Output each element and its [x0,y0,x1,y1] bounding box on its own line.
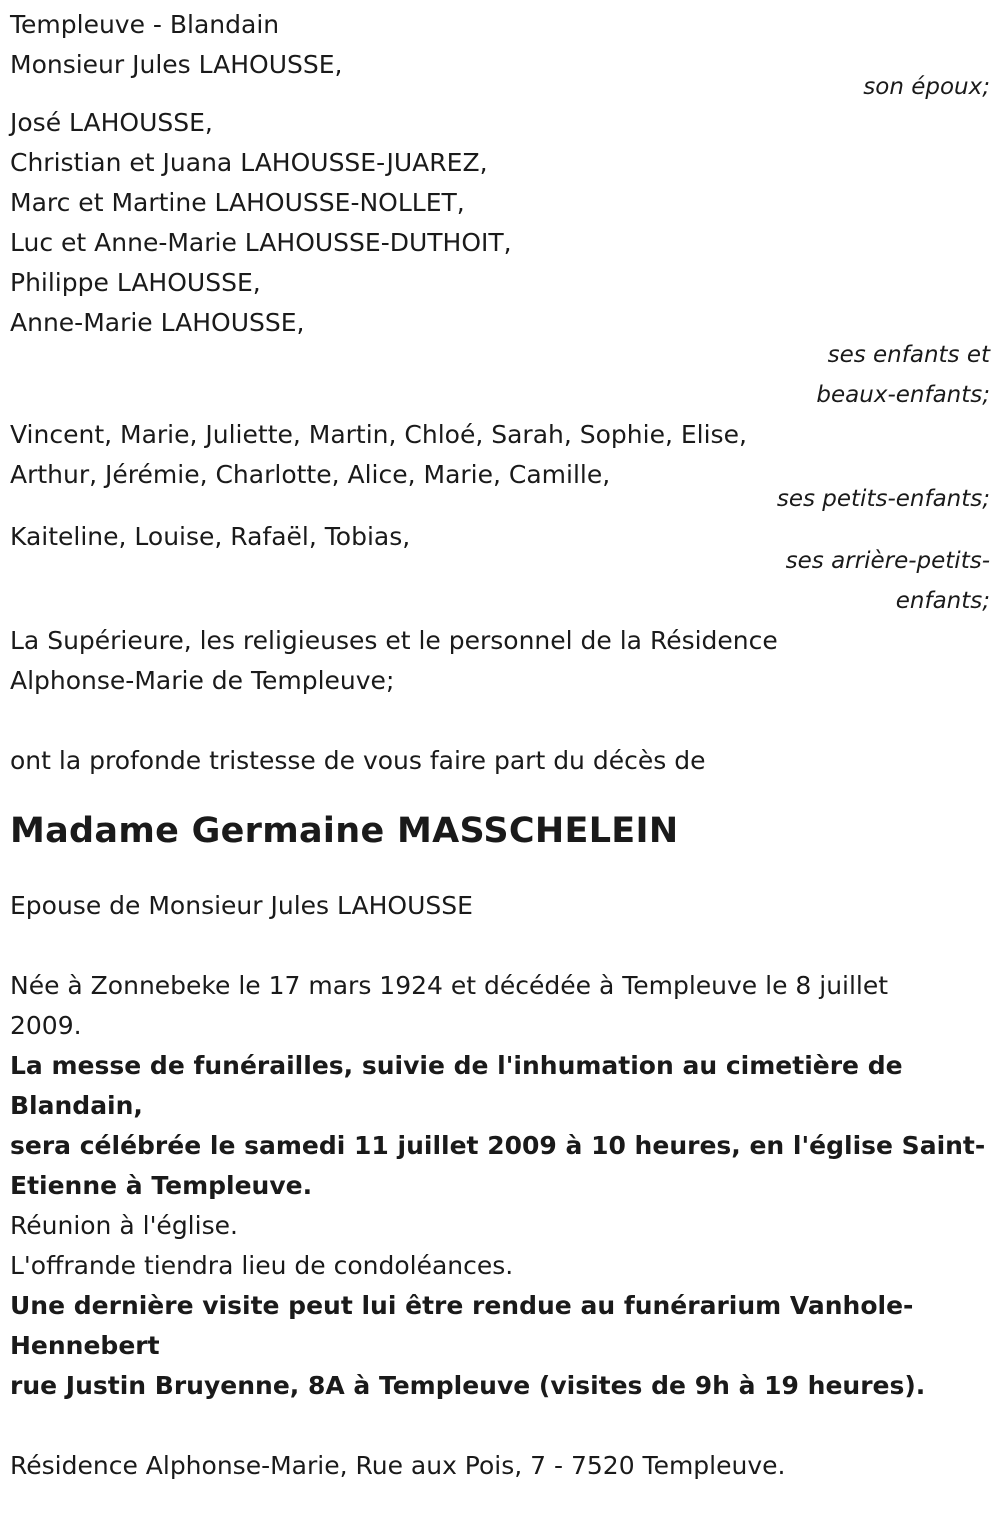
spacer [10,1406,990,1446]
great-grandchildren-role-line2: enfants; [895,588,990,614]
child-name: Anne-Marie LAHOUSSE, [10,308,305,337]
visit-line: Une dernière visite peut lui être rendue au funérarium Vanhole- [10,1291,914,1320]
mass-line: La messe de funérailles, suivie de l'inhumation au cimetière de [10,1051,903,1080]
children-role-line1: ses enfants et [827,342,990,368]
announcement-text: ont la profonde tristesse de vous faire part du décès de [10,746,706,775]
offering-line: L'offrande tiendra lieu de condoléances. [10,1251,514,1280]
spacer [10,926,990,966]
grandchildren-role: ses petits-enfants; [776,486,990,512]
spouse-role: son époux; [863,74,990,100]
deceased-name: Madame Germaine MASSCHELEIN [10,811,679,851]
children-list [10,103,990,343]
child-name: José LAHOUSSE, [10,108,213,137]
child-name: Christian et Juana LAHOUSSE-JUAREZ, [10,148,488,177]
great-grandchildren-names: Kaiteline, Louise, Rafaël, Tobias, [10,522,411,551]
children-role-line2: beaux-enfants; [816,382,990,408]
grandchildren-line: Vincent, Marie, Juliette, Martin, Chloé, Sarah, Sophie, Elise, [10,420,747,449]
child-name: Marc et Martine LAHOUSSE-NOLLET, [10,188,465,217]
location-header: Templeuve - Blandain [10,10,280,39]
spacer [10,701,990,741]
spacer [10,861,990,886]
visit-line: rue Justin Bruyenne, 8A à Templeuve (visites de 9h à 19 heures). [10,1371,926,1400]
grandchildren-line: Arthur, Jérémie, Charlotte, Alice, Marie, Camille, [10,460,611,489]
funeral-details [10,966,990,1406]
spouse-name: Monsieur Jules LAHOUSSE, [10,50,343,79]
mass-line: Blandain, [10,1091,143,1120]
mass-line: Etienne à Templeuve. [10,1171,313,1200]
visit-line: Hennebert [10,1331,160,1360]
mass-line: sera célébrée le samedi 11 juillet 2009 à 10 heures, en l'église Saint- [10,1131,986,1160]
child-name: Luc et Anne-Marie LAHOUSSE-DUTHOIT, [10,228,512,257]
deceased-spouse-line: Epouse de Monsieur Jules LAHOUSSE [10,891,473,920]
birth-death-line: Née à Zonnebeke le 17 mars 1924 et décédée à Templeuve le 8 juillet [10,971,889,1000]
child-name: Philippe LAHOUSSE, [10,268,261,297]
great-grandchildren-role-line1: ses arrière-petits- [785,548,990,574]
birth-death-line: 2009. [10,1011,82,1040]
footer-address: Résidence Alphonse-Marie, Rue aux Pois, 7 - 7520 Templeuve. [10,1451,786,1480]
residence-staff [10,621,990,701]
residence-staff-line: La Supérieure, les religieuses et le personnel de la Résidence [10,626,778,655]
residence-staff-line: Alphonse-Marie de Templeuve; [10,666,395,695]
meeting-line: Réunion à l'église. [10,1211,238,1240]
